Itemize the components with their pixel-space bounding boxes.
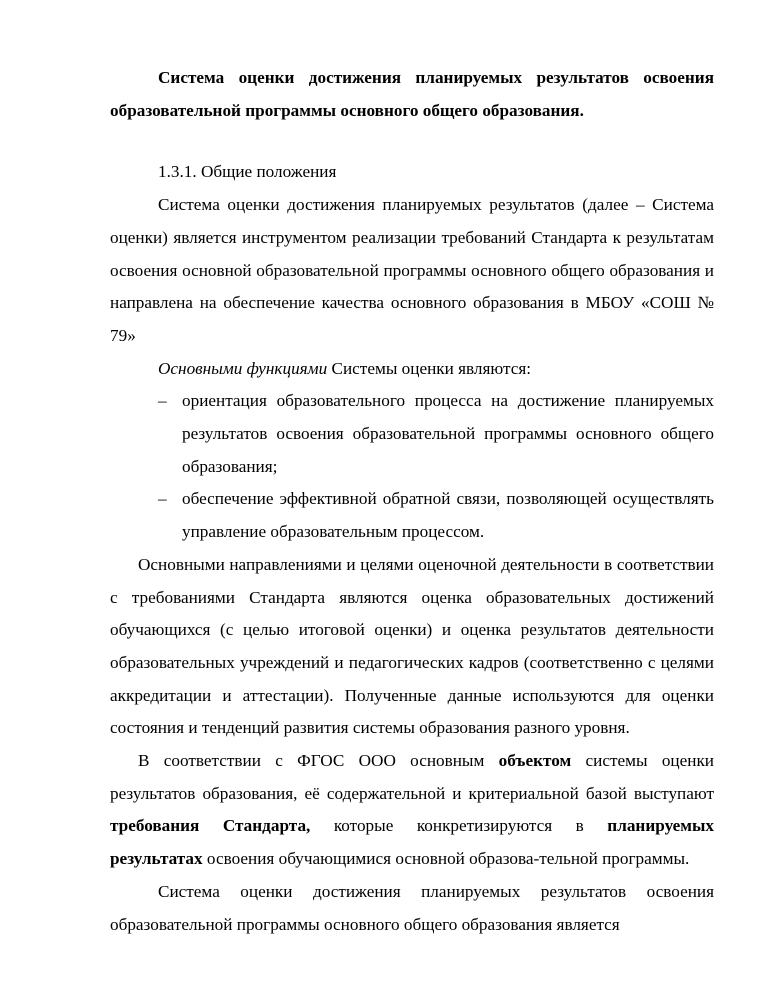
paragraph-system: Система оценки достижения планируемых результатов освоения образовательной программы основного общего образования является xyxy=(110,881,714,934)
list-item xyxy=(110,385,714,483)
document-title: Система оценки достижения планируемых результатов освоения образовательной программы основного общего образования. xyxy=(110,68,714,120)
list-item-text: обеспечение эффективной обратной связи, позволяющей осуществлять управление образовательным процессом. xyxy=(182,489,714,542)
functions-intro xyxy=(110,353,714,386)
section-heading: 1.3.1. Общие положения xyxy=(158,162,337,182)
text-run: освоения обучающимися основной образова-тельной программы. xyxy=(202,849,690,869)
text-run: которые конкретизируются в xyxy=(310,816,608,836)
functions-list xyxy=(110,385,714,549)
dash-marker: – xyxy=(158,391,167,411)
list-item xyxy=(110,483,714,548)
functions-intro-rest: Системы оценки являются: xyxy=(327,358,532,378)
bold-requirements: требования Стандарта, xyxy=(110,816,311,836)
text-run: системы оценки результатов образования, её содержательной и критериальной базой выступают xyxy=(110,751,714,803)
functions-intro-italic: Основными функциями xyxy=(158,358,328,378)
bold-object: объектом xyxy=(498,751,572,771)
dash-marker: – xyxy=(158,489,167,509)
paragraph-object xyxy=(110,745,714,876)
list-item-text: ориентация образовательного процесса на достижение планируемых результатов освоения образовательной программы основного общего образования; xyxy=(182,391,714,476)
paragraph-directions: Основными направлениями и целями оценочной деятельности в соответствии с требованиями Стандарта являются оценка образовательных достижений обучающихся (с целью итоговой оценки) и оценка результатов деятельности образовательных учреждений и педагогических кадров (соответственно с целями аккредитации и аттестации). Полученные данные используются для оценки состояния и тенденций развития системы образования разного уровня. xyxy=(110,554,714,738)
paragraph-general: Система оценки достижения планируемых результатов (далее – Система оценки) является инструментом реализации требований Стандарта к результатам освоения основной образовательной программы основного общего образования и направлена на обеспечение качества основного образования в МБОУ «СОШ № 79» xyxy=(110,195,714,345)
text-run: В соответствии с ФГОС ООО основным xyxy=(138,751,499,771)
spacer xyxy=(110,127,714,156)
document-page xyxy=(110,62,714,941)
bold-planned-results: планируемых результатах xyxy=(110,816,714,869)
